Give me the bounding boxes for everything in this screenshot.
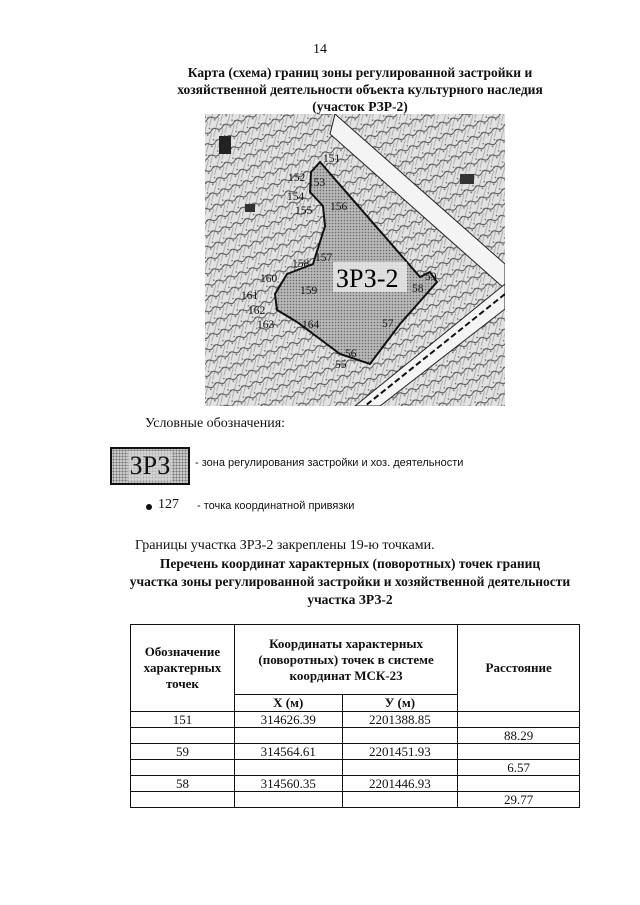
cell-distance: 88.29: [458, 728, 580, 744]
cell-distance: [458, 712, 580, 728]
table-row: [131, 728, 580, 744]
map-point-label: 156: [330, 201, 348, 213]
cell-distance: 29.77: [458, 792, 580, 808]
list-title: [90, 555, 610, 609]
map-point-label: 159: [300, 285, 318, 297]
legend-title: Условные обозначения:: [145, 416, 286, 431]
map-point-label: 155: [295, 205, 313, 217]
cell-x: [234, 760, 342, 776]
map-title-line: хозяйственной деятельности объекта культурного наследия: [177, 82, 543, 97]
table-row: [131, 744, 580, 760]
map-point-label: 164: [302, 319, 320, 331]
cell-distance: 6.57: [458, 760, 580, 776]
cell-y: 2201451.93: [342, 744, 458, 760]
zone-label: ЗРЗ-2: [336, 264, 399, 293]
header-x: X (м): [234, 695, 342, 712]
cell-y: [342, 728, 458, 744]
building: [219, 136, 231, 154]
map-title-line: (участок РЗР-2): [312, 99, 408, 114]
cell-y: 2201446.93: [342, 776, 458, 792]
map-point-label: 152: [288, 172, 306, 184]
table-row: [131, 776, 580, 792]
cell-point: [131, 728, 235, 744]
cell-distance: [458, 776, 580, 792]
cell-point: 58: [131, 776, 235, 792]
cell-y: 2201388.85: [342, 712, 458, 728]
map-point-label: 57: [382, 318, 394, 330]
legend-zone-symbol: [110, 447, 190, 485]
map-point-label: 58: [412, 283, 424, 295]
cell-point: [131, 760, 235, 776]
coordinates-table: [130, 624, 580, 808]
legend-zone-symbol-text: ЗРЗ: [129, 451, 171, 480]
building: [460, 174, 474, 184]
cell-x: [234, 792, 342, 808]
map-point-label: 56: [345, 348, 357, 360]
map-point-label: 161: [241, 290, 259, 302]
cell-x: 314560.35: [234, 776, 342, 792]
header-distance: Расстояние: [458, 625, 580, 712]
cell-point: 59: [131, 744, 235, 760]
list-title-line: участка зоны регулированной застройки и хозяйственной деятельности: [129, 574, 571, 589]
legend-zone-text: - зона регулирования застройки и хоз. деятельности: [195, 457, 464, 469]
map-point-label: 160: [260, 273, 278, 285]
legend-point-dot: [146, 504, 152, 510]
cell-point: [131, 792, 235, 808]
map-point-label: 158: [292, 258, 310, 270]
map-point-label: 154: [287, 191, 305, 203]
cell-y: [342, 760, 458, 776]
map-title-line: Карта (схема) границ зоны регулированной застройки и: [187, 65, 533, 80]
map-point-label: 59: [425, 271, 437, 283]
cell-x: 314564.61: [234, 744, 342, 760]
cell-x: [234, 728, 342, 744]
legend-point-text: - точка координатной привязки: [197, 500, 355, 512]
boundary-note: Границы участка ЗРЗ-2 закреплены 19-ю точками.: [135, 538, 435, 553]
list-title-line: участка ЗРЗ-2: [307, 592, 393, 607]
map-title: [140, 64, 580, 115]
table-row: [131, 760, 580, 776]
table-row: [131, 792, 580, 808]
header-y: У (м): [342, 695, 458, 712]
table-header-row: [131, 625, 580, 695]
site-map: [205, 114, 505, 406]
page-number: 14: [313, 42, 327, 57]
map-point-label: 163: [257, 319, 275, 331]
header-coordinates: Координаты характерных (поворотных) точек в системе координат МСК-23: [234, 625, 457, 695]
building: [245, 204, 255, 212]
list-title-line: Перечень координат характерных (поворотных) точек границ: [159, 556, 541, 571]
map-point-label: 151: [323, 153, 341, 165]
map-point-label: 157: [315, 252, 333, 264]
cell-distance: [458, 744, 580, 760]
map-point-label: 153: [308, 177, 326, 189]
cell-y: [342, 792, 458, 808]
cell-x: 314626.39: [234, 712, 342, 728]
legend-point-label: 127: [158, 497, 179, 512]
cell-point: 151: [131, 712, 235, 728]
map-point-label: 55: [335, 359, 347, 371]
table-row: [131, 712, 580, 728]
header-designation: Обозначение характерных точек: [131, 625, 235, 712]
map-point-label: 162: [248, 305, 266, 317]
